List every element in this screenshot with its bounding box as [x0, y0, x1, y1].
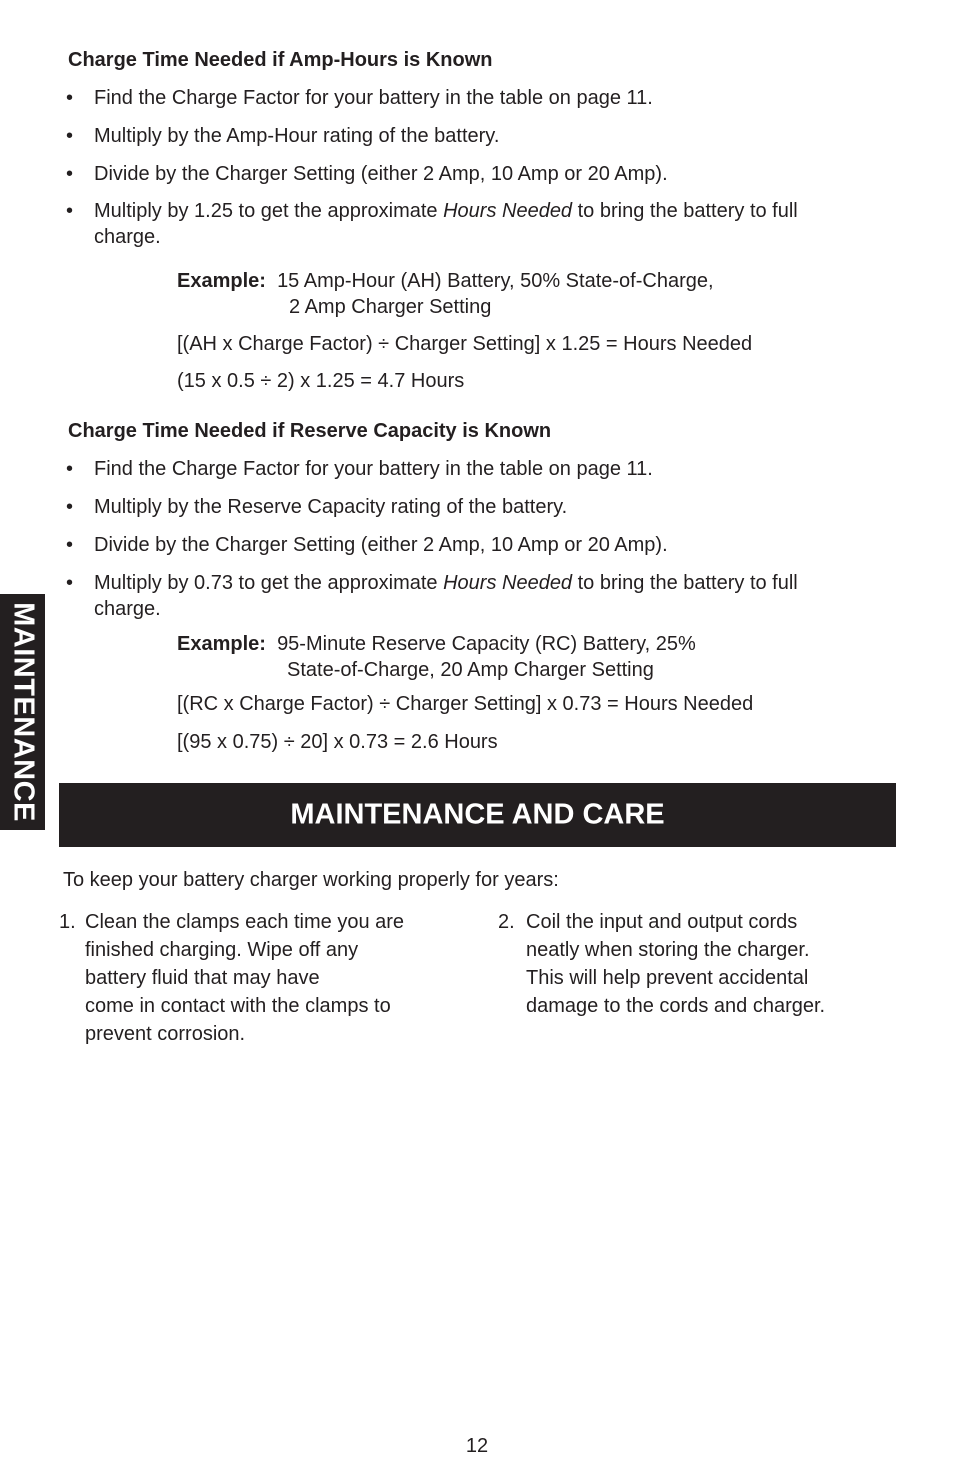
- page-number: 12: [465, 1435, 489, 1457]
- calculation: [(95 x 0.75) ÷ 20] x 0.73 = 2.6 Hours: [177, 731, 498, 753]
- list-item-text: Divide by the Charger Setting (either 2 Amp, 10 Amp or 20 Amp).: [94, 163, 668, 185]
- example-line-1: 95-Minute Reserve Capacity (RC) Battery, 25%: [277, 633, 696, 655]
- bullet-dot: •: [66, 163, 74, 185]
- item-text: Coil the input and output cords neatly when storing the charger. This will help prevent accidental damage to the cords and charger.: [526, 911, 826, 1017]
- formula: [(RC x Charge Factor) ÷ Charger Setting] x 0.73 = Hours Needed: [177, 693, 754, 715]
- item-number: 2.: [498, 911, 515, 933]
- formula: [(AH x Charge Factor) ÷ Charger Setting] x 1.25 = Hours Needed: [177, 333, 753, 355]
- example-line-2: State-of-Charge, 20 Amp Charger Setting: [287, 659, 654, 681]
- bullet-dot: •: [66, 534, 74, 556]
- example-block: [177, 268, 714, 320]
- section-heading-amp-hours: Charge Time Needed if Amp-Hours is Known: [68, 49, 493, 71]
- calculation: (15 x 0.5 ÷ 2) x 1.25 = 4.7 Hours: [177, 370, 465, 392]
- bullet-dot: •: [66, 572, 74, 594]
- list-item-text: Find the Charge Factor for your battery in the table on page 11.: [94, 87, 653, 109]
- side-tab-label: MAINTENANCE: [7, 602, 39, 822]
- example-block: [177, 631, 696, 683]
- bullet-dot: •: [66, 87, 74, 109]
- example-line-1: 15 Amp-Hour (AH) Battery, 50% State-of-Charge,: [277, 270, 714, 292]
- item-text: Clean the clamps each time you are finished charging. Wipe off any battery fluid that may have come in contact with the clamps to prevent corrosion.: [85, 911, 405, 1045]
- section-heading-reserve-capacity: Charge Time Needed if Reserve Capacity is Known: [68, 420, 552, 442]
- bullet-dot: •: [66, 125, 74, 147]
- banner-title: MAINTENANCE AND CARE: [290, 798, 665, 831]
- bullet-dot: •: [66, 200, 74, 222]
- example-line-2: 2 Amp Charger Setting: [289, 296, 492, 318]
- list-item: [59, 908, 479, 1058]
- example-label: Example:: [177, 633, 266, 655]
- list-item-text: Multiply by 0.73 to get the approximate Hours Needed to bring the battery to full charge.: [94, 572, 798, 620]
- item-number: 1.: [59, 911, 76, 933]
- bullet-dot: •: [66, 496, 74, 518]
- section-banner: [59, 783, 896, 847]
- list-item-text: Multiply by the Amp-Hour rating of the battery.: [94, 125, 500, 147]
- intro-text: To keep your battery charger working properly for years:: [63, 869, 559, 891]
- list-item-text: Multiply by the Reserve Capacity rating of the battery.: [94, 496, 568, 518]
- list-item-text: Find the Charge Factor for your battery in the table on page 11.: [94, 458, 653, 480]
- list-item-text: Divide by the Charger Setting (either 2 Amp, 10 Amp or 20 Amp).: [94, 534, 668, 556]
- example-label: Example:: [177, 270, 266, 292]
- list-item-text: Multiply by 1.25 to get the approximate Hours Needed to bring the battery to full charge.: [94, 200, 798, 248]
- side-section-tab: [0, 594, 45, 830]
- list-item: [498, 908, 918, 1028]
- bullet-dot: •: [66, 458, 74, 480]
